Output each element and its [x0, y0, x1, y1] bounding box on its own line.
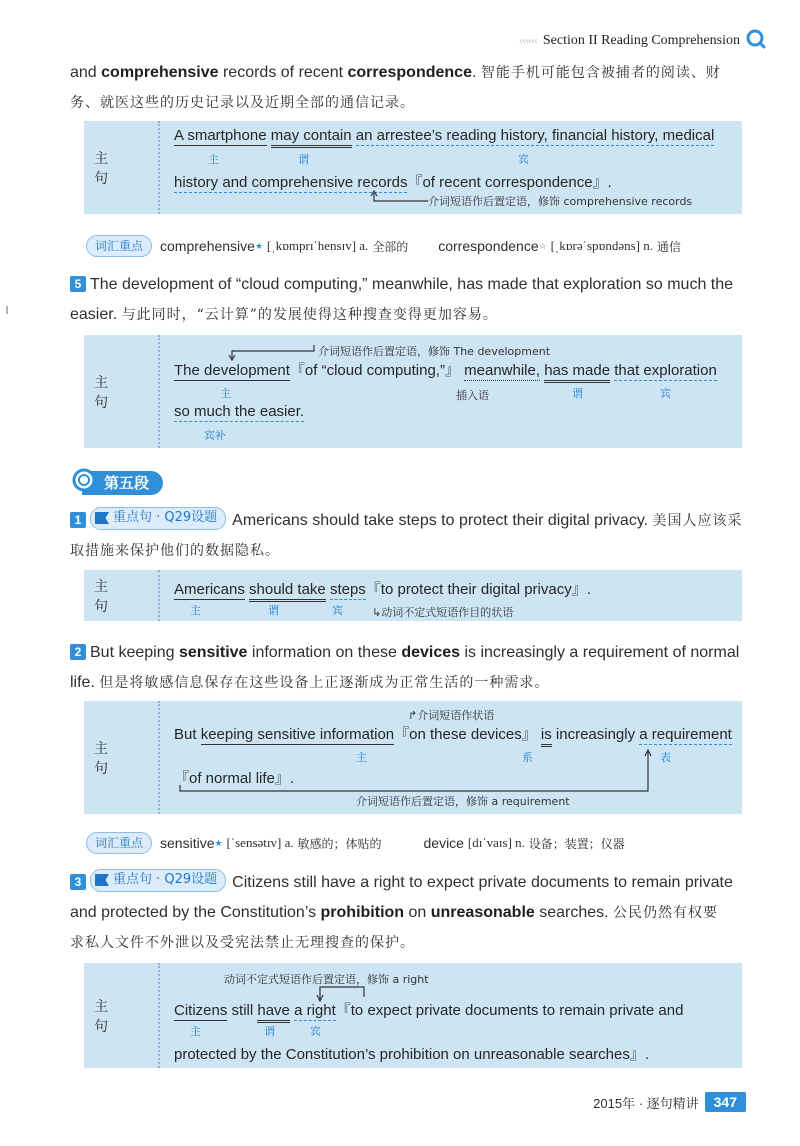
vocab-tag: 词汇重点 — [86, 235, 152, 257]
box-label: 主 句 — [94, 998, 122, 1035]
vocab-word: comprehensive — [160, 238, 255, 254]
box-label: 主 句 — [94, 150, 122, 187]
label-subject: 主 — [190, 1025, 201, 1038]
page-footer — [593, 1092, 746, 1112]
analysis-line: 『of normal life』. — [174, 770, 295, 787]
sentence-number: 1 — [70, 512, 86, 528]
label-subject: 主 — [220, 387, 231, 400]
sentence-analysis-box — [84, 121, 742, 214]
analysis-line: Americans should take steps『to protect their digital privacy』. — [174, 578, 591, 599]
label-object: 宾 — [518, 153, 529, 166]
label-predicate: 谓 — [264, 1025, 275, 1038]
vocab-row: 词汇重点 comprehensive ★ [ˌkɒmprɪˈhensɪv] a. 全部的 correspondence ☆ [ˌkɒrəˈspɒndəns] n. 通信 — [86, 235, 681, 257]
label-subject: 主 — [356, 751, 367, 764]
analysis-line: history and comprehensive records『of recent correspondence』. — [174, 174, 612, 191]
annotation: 介词短语作后置定语，修饰 comprehensive records — [428, 195, 693, 208]
analysis-line: But keeping sensitive information『on these devices』 is increasingly a requirement — [174, 723, 732, 744]
label-predicate: 谓 — [572, 387, 583, 400]
annotation: ↱介词短语作状语 — [408, 709, 495, 722]
section-title: 第五段 — [82, 471, 163, 495]
analysis-line: Citizens still have a right『to expect private documents to remain private and — [174, 999, 683, 1020]
sentence-2: 2 But keeping sensitive information on these devices is increasingly a requirement of normal life. 但是将敏感信息保存在这些设备上正逐渐成为正常生活的一种需求。 — [70, 644, 740, 691]
label-complement: 宾补 — [204, 429, 226, 442]
vocab-row: 词汇重点 sensitive ★ [ˈsensətɪv] a. 敏感的；体贴的 device [dɪˈvaɪs] n. 设备；装置；仪器 — [86, 832, 625, 854]
analysis-line: A smartphone may contain an arrestee’s reading history, financial history, medical — [174, 127, 714, 144]
header-title: Section II Reading Comprehension — [542, 33, 740, 48]
flag-icon — [95, 512, 109, 524]
vocab-tag: 词汇重点 — [86, 832, 152, 854]
margin-mark — [6, 306, 8, 314]
arrow-icon — [368, 189, 428, 205]
label-object: 表 — [660, 751, 671, 764]
sentence-5: 5 The development of “cloud computing,” meanwhile, has made that exploration so much the easier. 与此同时，“云计算”的发展使得这种搜查变得更加容易。 — [70, 276, 734, 323]
sentence-number: 5 — [70, 276, 86, 292]
label-subject: 主 — [208, 153, 219, 166]
search-icon — [746, 29, 766, 54]
sentence-analysis-box — [84, 963, 742, 1068]
annotation: 介词短语作后置定语，修饰 The development — [318, 345, 551, 358]
box-label: 主 句 — [94, 740, 122, 777]
key-sentence-tag: 重点句 · Q29设题 — [90, 507, 226, 530]
footer-label: 2015年 · 逐句精讲 — [593, 1095, 699, 1111]
label-object: 宾 — [310, 1025, 321, 1038]
paragraph-continuation: and comprehensive records of recent correspondence. 智能手机可能包含被捕者的阅读、财 务、就医这些的历史记录以及近期全部的通信记录。 — [70, 64, 721, 111]
sentence-analysis-box — [84, 701, 742, 814]
analysis-line: The development『of “cloud computing,”』 meanwhile, has made that exploration — [174, 359, 717, 380]
annotation: 动词不定式短语作后置定语，修饰 a right — [224, 973, 429, 986]
box-label: 主 句 — [94, 374, 122, 411]
section-heading — [72, 471, 163, 495]
flag-icon — [95, 874, 109, 886]
key-sentence-tag: 重点句 · Q29设题 — [90, 869, 226, 892]
label-object: 宾 — [332, 604, 343, 617]
search-icon — [72, 468, 98, 499]
label-subject: 主 — [190, 604, 201, 617]
annotation: ↳动词不定式短语作目的状语 — [372, 606, 514, 619]
running-header — [519, 30, 766, 52]
arrow-icon — [178, 743, 658, 793]
vocab-word: sensitive — [160, 835, 215, 851]
label-predicate: 系 — [522, 751, 533, 764]
sentence-number: 2 — [70, 644, 86, 660]
sentence-analysis-box — [84, 570, 742, 621]
label-insertion: 插入语 — [456, 389, 489, 402]
sentence-number: 3 — [70, 874, 86, 890]
arrow-icon — [228, 341, 318, 361]
analysis-line: protected by the Constitution’s prohibition on unreasonable searches』. — [174, 1046, 650, 1063]
label-object: 宾 — [660, 387, 671, 400]
sentence-1: 1 重点句 · Q29设题 Americans should take steps to protect their digital privacy. 美国人应该采 取措施来保护他们的数据隐私。 — [70, 506, 754, 566]
header-arrows: ‹‹‹‹‹‹ — [518, 35, 537, 47]
sentence-3: 3 重点句 · Q29设题 Citizens still have a right to expect private documents to remain private and protected by the Constitution’s prohibition on unreasonable searches. 公民仍然有权要 求私人文件不外泄以及受宪法禁止无理搜查的保护。 — [70, 868, 754, 958]
analysis-line: so much the easier. — [174, 403, 305, 420]
vocab-word: device — [423, 835, 464, 851]
annotation: 介词短语作后置定语，修饰 a requirement — [356, 795, 570, 808]
label-predicate: 谓 — [268, 604, 279, 617]
box-label: 主 句 — [94, 578, 122, 615]
label-predicate: 谓 — [298, 153, 309, 166]
vocab-word: correspondence — [438, 238, 539, 254]
sentence-analysis-box — [84, 335, 742, 448]
page-number: 347 — [705, 1092, 746, 1112]
